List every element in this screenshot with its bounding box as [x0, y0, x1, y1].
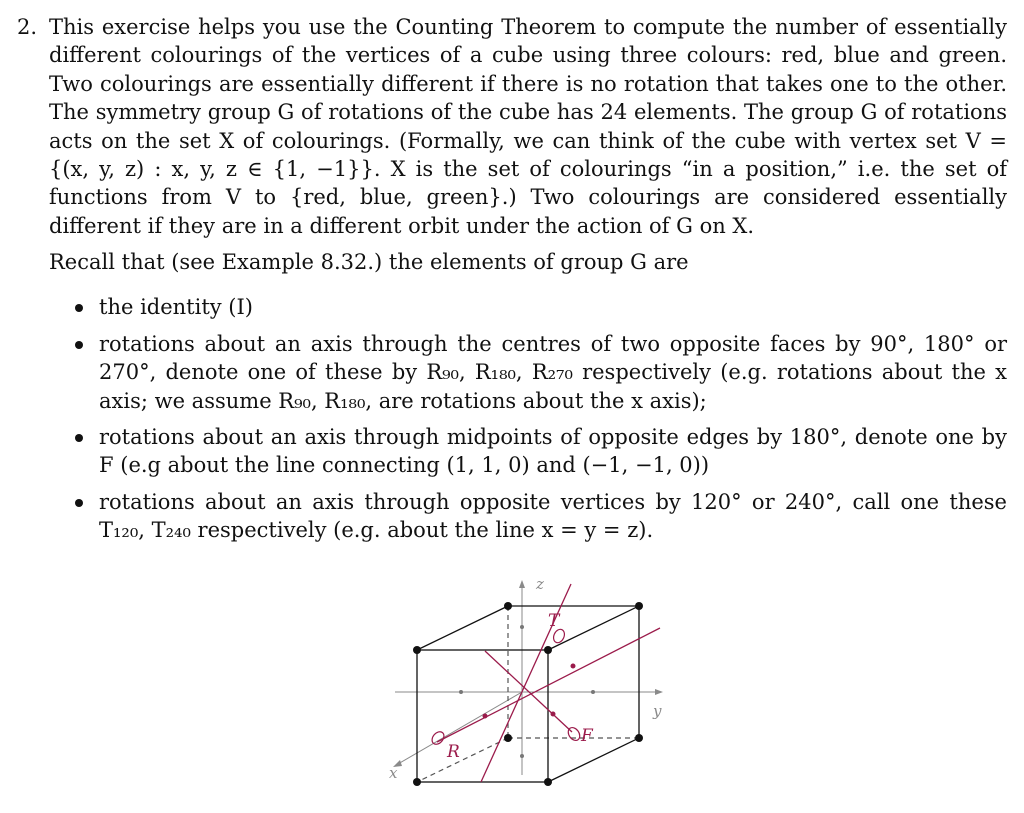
- z-arrow-icon: [519, 580, 525, 588]
- recall-paragraph: Recall that (see Example 8.32.) the elements of group G are: [49, 250, 689, 274]
- list-item-text: rotations about an axis through midpoints of opposite edges by 180°, denote one by F (e.g about the line connecting (1, 1, 0) and (−1, −1, 0)): [99, 425, 1007, 478]
- list-item-text: rotations about an axis through opposite vertices by 120° or 240°, call one these T₁₂₀, T₂₄₀ respectively (e.g. about the line x = y = z).: [99, 490, 1007, 543]
- list-item-text: the identity (I): [99, 295, 253, 319]
- axis-points: [483, 649, 576, 719]
- bullet-icon: [75, 304, 83, 312]
- cube-diagram: [385, 570, 685, 800]
- y-axis-label: y: [653, 702, 662, 720]
- z-axis-label: z: [536, 575, 544, 593]
- bullet-icon: [75, 434, 83, 442]
- f-label: F: [581, 726, 593, 746]
- y-arrow-icon: [655, 689, 663, 695]
- list-item: [99, 423, 1007, 480]
- x-axis-label: x: [389, 764, 398, 782]
- t-label: T: [548, 611, 560, 631]
- r-label: R: [447, 742, 460, 762]
- bullet-icon: [75, 499, 83, 507]
- list-item: [99, 293, 1007, 321]
- list-item: [99, 488, 1007, 545]
- exercise-number: 2.: [17, 15, 38, 39]
- bullet-icon: [75, 341, 83, 349]
- exercise-intro-paragraph: This exercise helps you use the Counting Theorem to compute the number of essentially different colourings of the vertices of a cube using three colours: red, blue and green. Two colourings are essentially different if there is no rotation that takes one to the other. The symmetry group G of rotations of the cube has 24 elements. The group G of rotations acts on the set X of colourings. (Formally, we can think of the cube with vertex set V = {(x, y, z) : x, y, z ∈ {1, −1}}. X is the set of colourings “in a position,” i.e. the set of functions from V to {red, blue, green}.) Two colourings are considered essentially different if they are in a different orbit under the action of G on X.: [49, 15, 1007, 238]
- list-item-text: rotations about an axis through the centres of two opposite faces by 90°, 180° or 270°, denote one of these by R₉₀, R₁₈₀, R₂₇₀ respectively (e.g. rotations about the x axis; we assume R₉₀, R₁₈₀, are rotations about the x axis);: [99, 332, 1007, 413]
- list-item: [99, 330, 1007, 415]
